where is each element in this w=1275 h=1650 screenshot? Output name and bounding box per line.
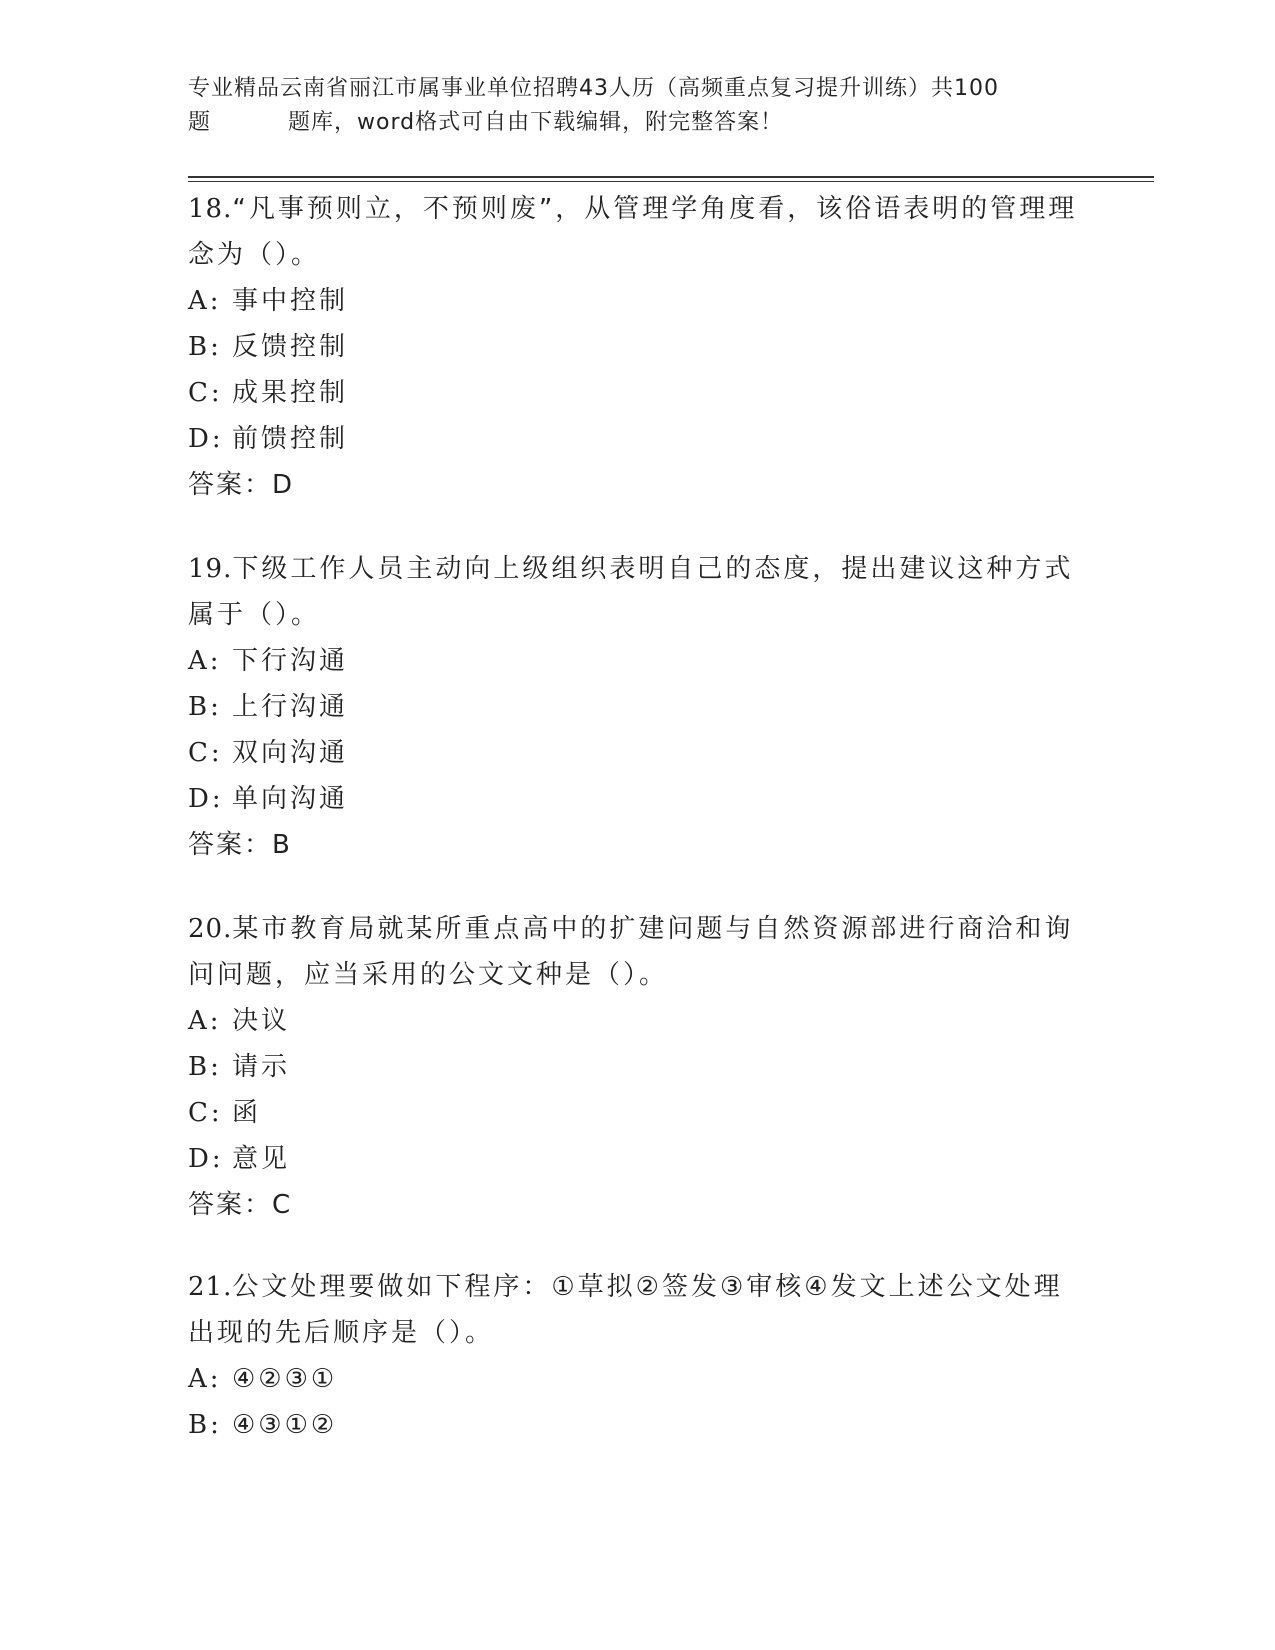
option-letter: C: <box>188 738 223 768</box>
question-stem <box>188 186 1088 278</box>
option-d <box>188 776 1088 822</box>
option-text: ④②③① <box>232 1364 338 1394</box>
option-a <box>188 278 1088 324</box>
option-c <box>188 730 1088 776</box>
option-c <box>188 370 1088 416</box>
option-letter: D: <box>188 1144 224 1174</box>
option-b <box>188 1044 1088 1090</box>
option-text: 反馈控制 <box>232 332 349 362</box>
option-c <box>188 1090 1088 1136</box>
option-text: 事中控制 <box>232 286 349 316</box>
header-subtitle: 题库，word格式可自由下载编辑，附完整答案！ <box>288 110 784 135</box>
option-letter: B: <box>188 1410 222 1440</box>
question-stem <box>188 1264 1088 1356</box>
option-letter: B: <box>188 1052 222 1082</box>
question-19 <box>188 546 1088 868</box>
question-number: 19. <box>188 554 233 584</box>
question-number: 18. <box>188 194 233 224</box>
question-stem <box>188 906 1088 998</box>
option-text: 意见 <box>232 1144 291 1174</box>
option-text: 前馈控制 <box>232 424 349 454</box>
question-21 <box>188 1264 1088 1448</box>
option-letter: C: <box>188 378 223 408</box>
option-a <box>188 998 1088 1044</box>
option-text: 函 <box>232 1098 262 1128</box>
option-text: 下行沟通 <box>232 646 349 676</box>
option-letter: A: <box>188 646 222 676</box>
question-number: 21. <box>188 1272 233 1302</box>
option-a <box>188 1356 1088 1402</box>
answer-line: 答案：B <box>188 830 292 860</box>
option-text: 单向沟通 <box>232 784 349 814</box>
option-text: 双向沟通 <box>232 738 349 768</box>
option-letter: A: <box>188 286 222 316</box>
option-letter: B: <box>188 332 222 362</box>
header-title-line1: 专业精品云南省丽江市属事业单位招聘43人历（高频重点复习提升训练）共100 <box>188 76 999 101</box>
question-18 <box>188 186 1088 508</box>
option-letter: D: <box>188 784 224 814</box>
option-b <box>188 1402 1088 1448</box>
option-text: 决议 <box>232 1006 291 1036</box>
option-text: 请示 <box>232 1052 291 1082</box>
option-b <box>188 684 1088 730</box>
question-number: 20. <box>188 914 233 944</box>
option-letter: C: <box>188 1098 223 1128</box>
question-text: “凡事预则立，不预则废”，从管理学角度看，该俗语表明的管理理念为（）。 <box>188 194 1078 270</box>
answer-line: 答案：C <box>188 1190 293 1220</box>
option-d <box>188 416 1088 462</box>
question-text: 下级工作人员主动向上级组织表明自己的态度，提出建议这种方式属于（）。 <box>188 554 1074 630</box>
document-header <box>188 72 1088 140</box>
option-d <box>188 1136 1088 1182</box>
header-title-line2 <box>188 106 1088 140</box>
option-text: ④③①② <box>232 1410 338 1440</box>
question-stem <box>188 546 1088 638</box>
option-letter: A: <box>188 1364 222 1394</box>
option-letter: A: <box>188 1006 222 1036</box>
answer-line: 答案：D <box>188 470 295 500</box>
header-divider-thin <box>188 181 1154 182</box>
option-b <box>188 324 1088 370</box>
header-title-wrap: 题 <box>188 110 212 135</box>
question-20 <box>188 906 1088 1228</box>
option-letter: D: <box>188 424 224 454</box>
header-divider-thick <box>188 176 1154 178</box>
option-text: 成果控制 <box>232 378 349 408</box>
option-text: 上行沟通 <box>232 692 349 722</box>
question-text: 公文处理要做如下程序：①草拟②签发③审核④发文上述公文处理出现的先后顺序是（）。 <box>188 1272 1063 1348</box>
option-letter: B: <box>188 692 222 722</box>
option-a <box>188 638 1088 684</box>
question-text: 某市教育局就某所重点高中的扩建问题与自然资源部进行商洽和询问问题，应当采用的公文文种是（）。 <box>188 914 1074 990</box>
